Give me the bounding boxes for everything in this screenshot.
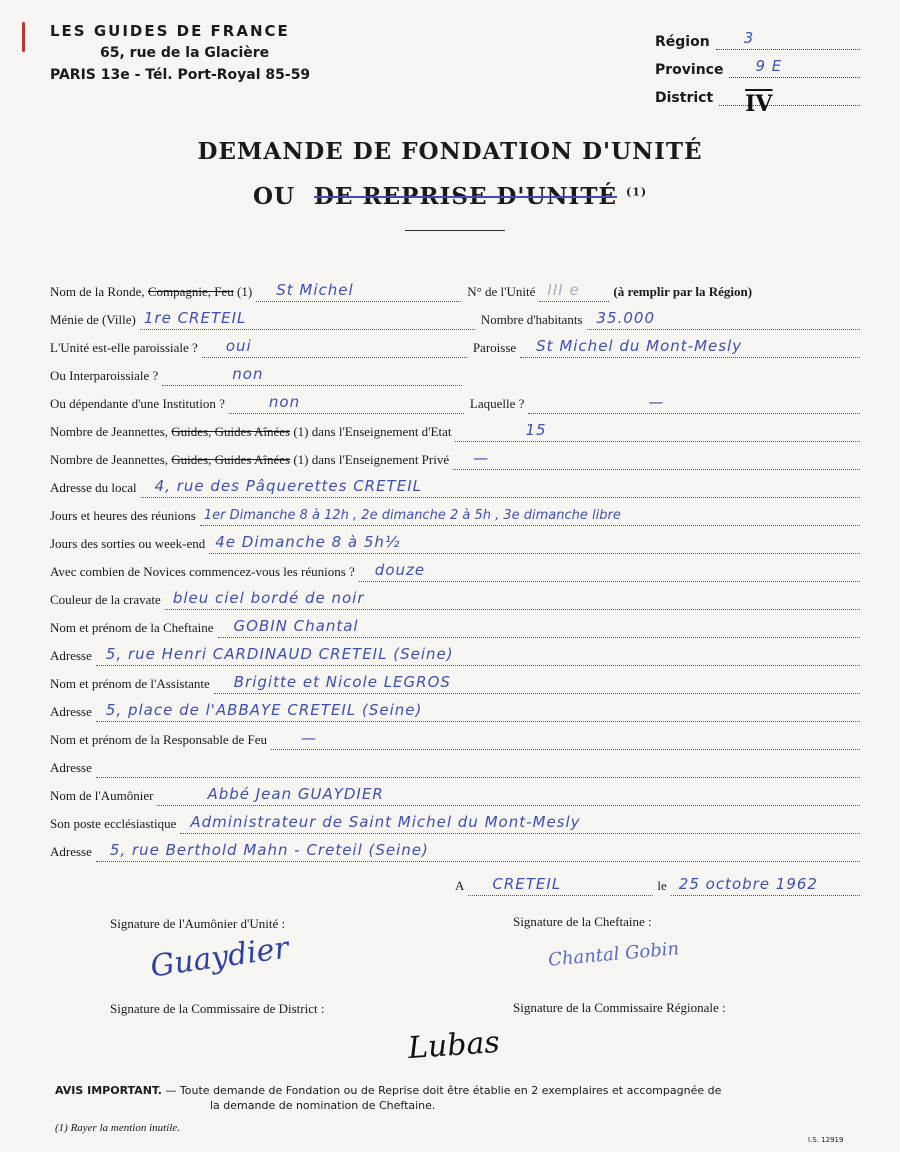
field-institution[interactable] bbox=[229, 393, 464, 414]
row-institution bbox=[50, 388, 860, 414]
field-interparoissiale[interactable] bbox=[162, 365, 462, 386]
field-cheftaine-adresse[interactable] bbox=[96, 645, 860, 666]
field-enseignement-prive[interactable] bbox=[453, 449, 860, 470]
label-num-unite: N° de l'Unité bbox=[467, 284, 536, 299]
label-sorties: Jours des sorties ou week-end bbox=[50, 536, 206, 551]
value-local: 4, rue des Pâquerettes CRETEIL bbox=[154, 477, 422, 495]
value-cravate: bleu ciel bordé de noir bbox=[172, 589, 365, 607]
title-ou: OU bbox=[252, 183, 296, 210]
value-paroisse: St Michel du Mont-Mesly bbox=[536, 337, 743, 355]
label-sig-regionale: Signature de la Commissaire Régionale : bbox=[513, 1000, 726, 1015]
label-sig-cheftaine: Signature de la Cheftaine : bbox=[513, 914, 652, 929]
row-paroissiale bbox=[50, 332, 860, 358]
label-habitants: Nombre d'habitants bbox=[480, 312, 583, 327]
row-poste bbox=[50, 808, 860, 834]
value-habitants: 35.000 bbox=[596, 309, 655, 327]
value-assistante-adresse: 5, place de l'ABBAYE CRETEIL (Seine) bbox=[105, 701, 423, 719]
row-cheftaine bbox=[50, 612, 860, 638]
label-cravate: Couleur de la cravate bbox=[50, 592, 161, 607]
row-assistante bbox=[50, 668, 860, 694]
row-sorties bbox=[50, 528, 860, 554]
staple-mark bbox=[22, 22, 25, 52]
row-date bbox=[455, 870, 860, 896]
field-cravate[interactable] bbox=[165, 589, 860, 610]
org-name: LES GUIDES DE FRANCE bbox=[50, 22, 290, 40]
label-laquelle: Laquelle ? bbox=[469, 396, 525, 411]
value-sorties: 4e Dimanche 8 à 5h½ bbox=[215, 533, 401, 551]
field-menie[interactable] bbox=[140, 309, 475, 330]
province-value: 9 E bbox=[755, 57, 783, 75]
row-assistante-adresse bbox=[50, 696, 860, 722]
title-struck-reprise: DE REPRISE D'UNITÉ bbox=[314, 183, 617, 210]
field-poste[interactable] bbox=[180, 813, 860, 834]
org-city-phone: PARIS 13e - Tél. Port-Royal 85-59 bbox=[50, 67, 311, 83]
value-enseignement-etat: 15 bbox=[525, 421, 547, 439]
print-reference: I.S. 12919 bbox=[808, 1136, 844, 1144]
value-novices: douze bbox=[374, 561, 426, 579]
value-assistante: Brigitte et Nicole LEGROS bbox=[233, 673, 451, 691]
province-label: Province bbox=[655, 62, 724, 78]
value-cheftaine-adresse: 5, rue Henri CARDINAUD CRETEIL (Seine) bbox=[105, 645, 454, 663]
label-novices: Avec combien de Novices commencez-vous les réunions ? bbox=[50, 564, 355, 579]
field-date[interactable] bbox=[671, 875, 860, 896]
field-aumonier[interactable] bbox=[157, 785, 860, 806]
row-aumonier bbox=[50, 780, 860, 806]
row-feu-adresse bbox=[50, 752, 860, 778]
row-responsable-feu bbox=[50, 724, 860, 750]
value-place: CRETEIL bbox=[492, 875, 562, 893]
field-habitants[interactable] bbox=[587, 309, 861, 330]
value-date: 25 octobre 1962 bbox=[678, 875, 818, 893]
signature-aumonier bbox=[148, 930, 291, 985]
field-laquelle[interactable] bbox=[528, 393, 860, 414]
org-address: 65, rue de la Glacière bbox=[100, 45, 270, 61]
signature-district bbox=[406, 1024, 501, 1067]
row-menie bbox=[50, 304, 860, 330]
avis-text: — Toute demande de Fondation ou de Reprise doit être établie en 2 exemplaires et accompagnée de bbox=[165, 1084, 722, 1097]
district-label: District bbox=[655, 90, 714, 106]
sig-cheftaine-text: Chantal Gobin bbox=[547, 938, 680, 971]
label-enseignement-prive: Nombre de Jeannettes, Guides, Guides Aînées (1) dans l'Enseignement Privé bbox=[50, 452, 450, 467]
label-le: le bbox=[657, 878, 667, 893]
label-poste: Son poste ecclésiastique bbox=[50, 816, 177, 831]
label-aumonier: Nom de l'Aumônier bbox=[50, 788, 154, 803]
district-value: $\overline{IV}$ bbox=[745, 91, 773, 117]
label-sig-aumonier: Signature de l'Aumônier d'Unité : bbox=[110, 916, 286, 931]
label-menie: Ménie de (Ville) bbox=[50, 312, 136, 327]
region-label: Région bbox=[655, 34, 710, 50]
row-interparoissiale bbox=[50, 360, 860, 386]
value-nom-ronde: St Michel bbox=[276, 281, 354, 299]
field-responsable-feu[interactable] bbox=[271, 729, 860, 750]
label-paroissiale: L'Unité est-elle paroissiale ? bbox=[50, 340, 198, 355]
field-reunions[interactable] bbox=[200, 505, 860, 526]
organization-header bbox=[50, 20, 310, 86]
field-paroisse[interactable] bbox=[520, 337, 860, 358]
row-aumonier-adresse bbox=[50, 836, 860, 862]
label-responsable-feu: Nom et prénom de la Responsable de Feu bbox=[50, 732, 267, 747]
field-place[interactable] bbox=[468, 875, 653, 896]
row-enseignement-prive bbox=[50, 444, 860, 470]
label-cheftaine-adresse: Adresse bbox=[50, 648, 92, 663]
form-title-line2 bbox=[0, 183, 900, 210]
form-title-line1: DEMANDE DE FONDATION D'UNITÉ bbox=[197, 138, 703, 165]
region-value: 3 bbox=[743, 29, 755, 47]
field-aumonier-adresse[interactable] bbox=[96, 841, 860, 862]
label-interparoissiale: Ou Interparoissiale ? bbox=[50, 368, 159, 383]
region-block bbox=[655, 24, 860, 117]
footnote-rayer: (1) Rayer la mention inutile. bbox=[55, 1122, 180, 1134]
label-enseignement-etat: Nombre de Jeannettes, Guides, Guides Aînées (1) dans l'Enseignement d'Etat bbox=[50, 424, 452, 439]
label-nom-ronde: Nom de la Ronde, Compagnie, Feu (1) bbox=[50, 284, 253, 299]
field-nom-ronde[interactable] bbox=[256, 281, 461, 302]
field-num-unite[interactable] bbox=[539, 281, 609, 302]
label-sig-district: Signature de la Commissaire de District : bbox=[110, 1001, 325, 1016]
label-assistante-adresse: Adresse bbox=[50, 704, 92, 719]
title-rule bbox=[405, 230, 505, 231]
value-aumonier-adresse: 5, rue Berthold Mahn - Creteil (Seine) bbox=[109, 841, 429, 859]
avis-title: AVIS IMPORTANT. bbox=[55, 1084, 162, 1097]
label-reunions: Jours et heures des réunions bbox=[50, 508, 196, 523]
sig-district-text: Lubas bbox=[406, 1024, 501, 1067]
signature-cheftaine bbox=[547, 938, 680, 971]
value-paroissiale: oui bbox=[225, 337, 252, 355]
field-assistante-adresse[interactable] bbox=[96, 701, 860, 722]
row-local bbox=[50, 472, 860, 498]
label-feu-adresse: Adresse bbox=[50, 760, 92, 775]
field-assistante[interactable] bbox=[214, 673, 860, 694]
value-interparoissiale: non bbox=[232, 365, 264, 383]
value-reunions: 1er Dimanche 8 à 12h , 2e dimanche 2 à 5h , 3e dimanche libre bbox=[203, 508, 621, 523]
value-enseignement-prive: — bbox=[473, 449, 490, 467]
value-responsable-feu: — bbox=[300, 729, 317, 747]
num-unite-note: (à remplir par la Région) bbox=[613, 284, 753, 299]
value-laquelle: — bbox=[648, 393, 665, 411]
label-local: Adresse du local bbox=[50, 480, 137, 495]
label-cheftaine: Nom et prénom de la Cheftaine bbox=[50, 620, 214, 635]
field-local[interactable] bbox=[141, 477, 860, 498]
value-aumonier: Abbé Jean GUAYDIER bbox=[207, 785, 384, 803]
value-num-unite: III e bbox=[547, 281, 580, 299]
field-feu-adresse[interactable] bbox=[96, 757, 860, 778]
avis-important bbox=[55, 1083, 865, 1113]
row-cheftaine-adresse bbox=[50, 640, 860, 666]
row-cravate bbox=[50, 584, 860, 610]
row-reunions bbox=[50, 500, 860, 526]
field-novices[interactable] bbox=[359, 561, 860, 582]
label-assistante: Nom et prénom de l'Assistante bbox=[50, 676, 210, 691]
label-a: A bbox=[455, 878, 465, 893]
label-institution: Ou dépendante d'une Institution ? bbox=[50, 396, 225, 411]
row-nom-ronde bbox=[50, 276, 860, 302]
value-menie: 1re CRETEIL bbox=[143, 309, 247, 327]
field-cheftaine[interactable] bbox=[218, 617, 860, 638]
label-paroisse: Paroisse bbox=[472, 340, 517, 355]
row-enseignement-etat bbox=[50, 416, 860, 442]
label-aumonier-adresse: Adresse bbox=[50, 844, 92, 859]
value-poste: Administrateur de Saint Michel du Mont-Mesly bbox=[190, 813, 581, 831]
field-sorties[interactable] bbox=[209, 533, 860, 554]
avis-text2: la demande de nomination de Cheftaine. bbox=[210, 1099, 436, 1112]
title-footnote-ref: (1) bbox=[625, 185, 648, 199]
value-cheftaine: GOBIN Chantal bbox=[233, 617, 359, 635]
row-novices bbox=[50, 556, 860, 582]
sig-aumonier-text: Guaydier bbox=[148, 930, 291, 985]
field-paroissiale[interactable] bbox=[202, 337, 467, 358]
field-enseignement-etat[interactable] bbox=[455, 421, 860, 442]
value-institution: non bbox=[268, 393, 301, 411]
